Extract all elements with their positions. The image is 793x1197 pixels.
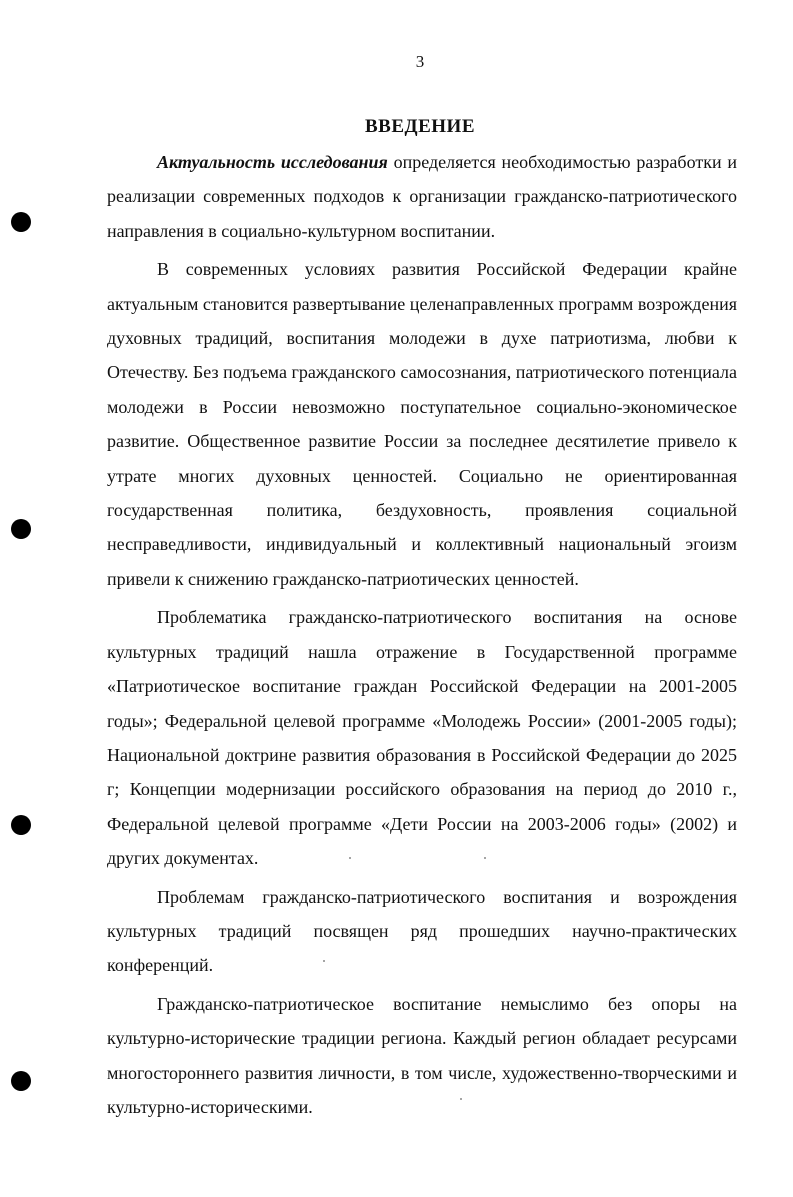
- page-number: 3: [415, 52, 425, 71]
- paragraph-conferences: Проблемам гражданско-патриотического воспитания и возрождения культурных традиций посвящен ряд прошедших научно-практических конференций.: [107, 886, 737, 976]
- paragraph-relevance: [107, 145, 737, 248]
- relevance-lead: Актуальность исследования: [157, 152, 388, 172]
- body-text: [107, 145, 737, 1124]
- binder-hole: [11, 212, 31, 232]
- binder-hole: [11, 1071, 31, 1091]
- binder-hole: [11, 519, 31, 539]
- relevance-text: определяется необходимостью разработки и реализации современных подходов к организации гражданско-патриотического направления в социально-культурном воспитании.: [107, 152, 738, 241]
- paragraph-regional-traditions: Гражданско-патриотическое воспитание немыслимо без опоры на культурно-исторические традиции региона. Каждый регион обладает ресурсами многостороннего развития личности, в том числе, художественно-творческими и культурно-историческими.: [107, 993, 737, 1117]
- paragraph-programs: Проблематика гражданско-патриотического воспитания на основе культурных традиций нашла отражение в Государственной программе «Патриотическое воспитание граждан Российской Федерации на 2001-2005 годы»; Федеральной целевой программе «Молодежь России» (2001-2005 годы); Национальной доктрине развития образования в Российской Федерации до 2025 г; Концепции модернизации российского образования на период до 2010 г., Федеральной целевой программе «Дети России на 2003-2006 годы» (2002) и других документах.: [107, 607, 737, 869]
- section-heading: ВВЕДЕНИЕ: [365, 116, 475, 137]
- binder-hole: [11, 815, 31, 835]
- paragraph-context: В современных условиях развития Российской Федерации крайне актуальным становится развертывание целенаправленных программ возрождения духовных традиций, воспитания молодежи в духе патриотизма, любви к Отечеству. Без подъема гражданского самосознания, патриотического потенциала молодежи в России невозможно поступательное социально-экономическое развитие. Общественное развитие России за последнее десятилетие привело к утрате многих духовных ценностей. Социально не ориентированная государственная политика, бездуховность, проявления социальной несправедливости, индивидуальный и коллективный национальный эгоизм привели к снижению гражданско-патриотических ценностей.: [107, 259, 737, 589]
